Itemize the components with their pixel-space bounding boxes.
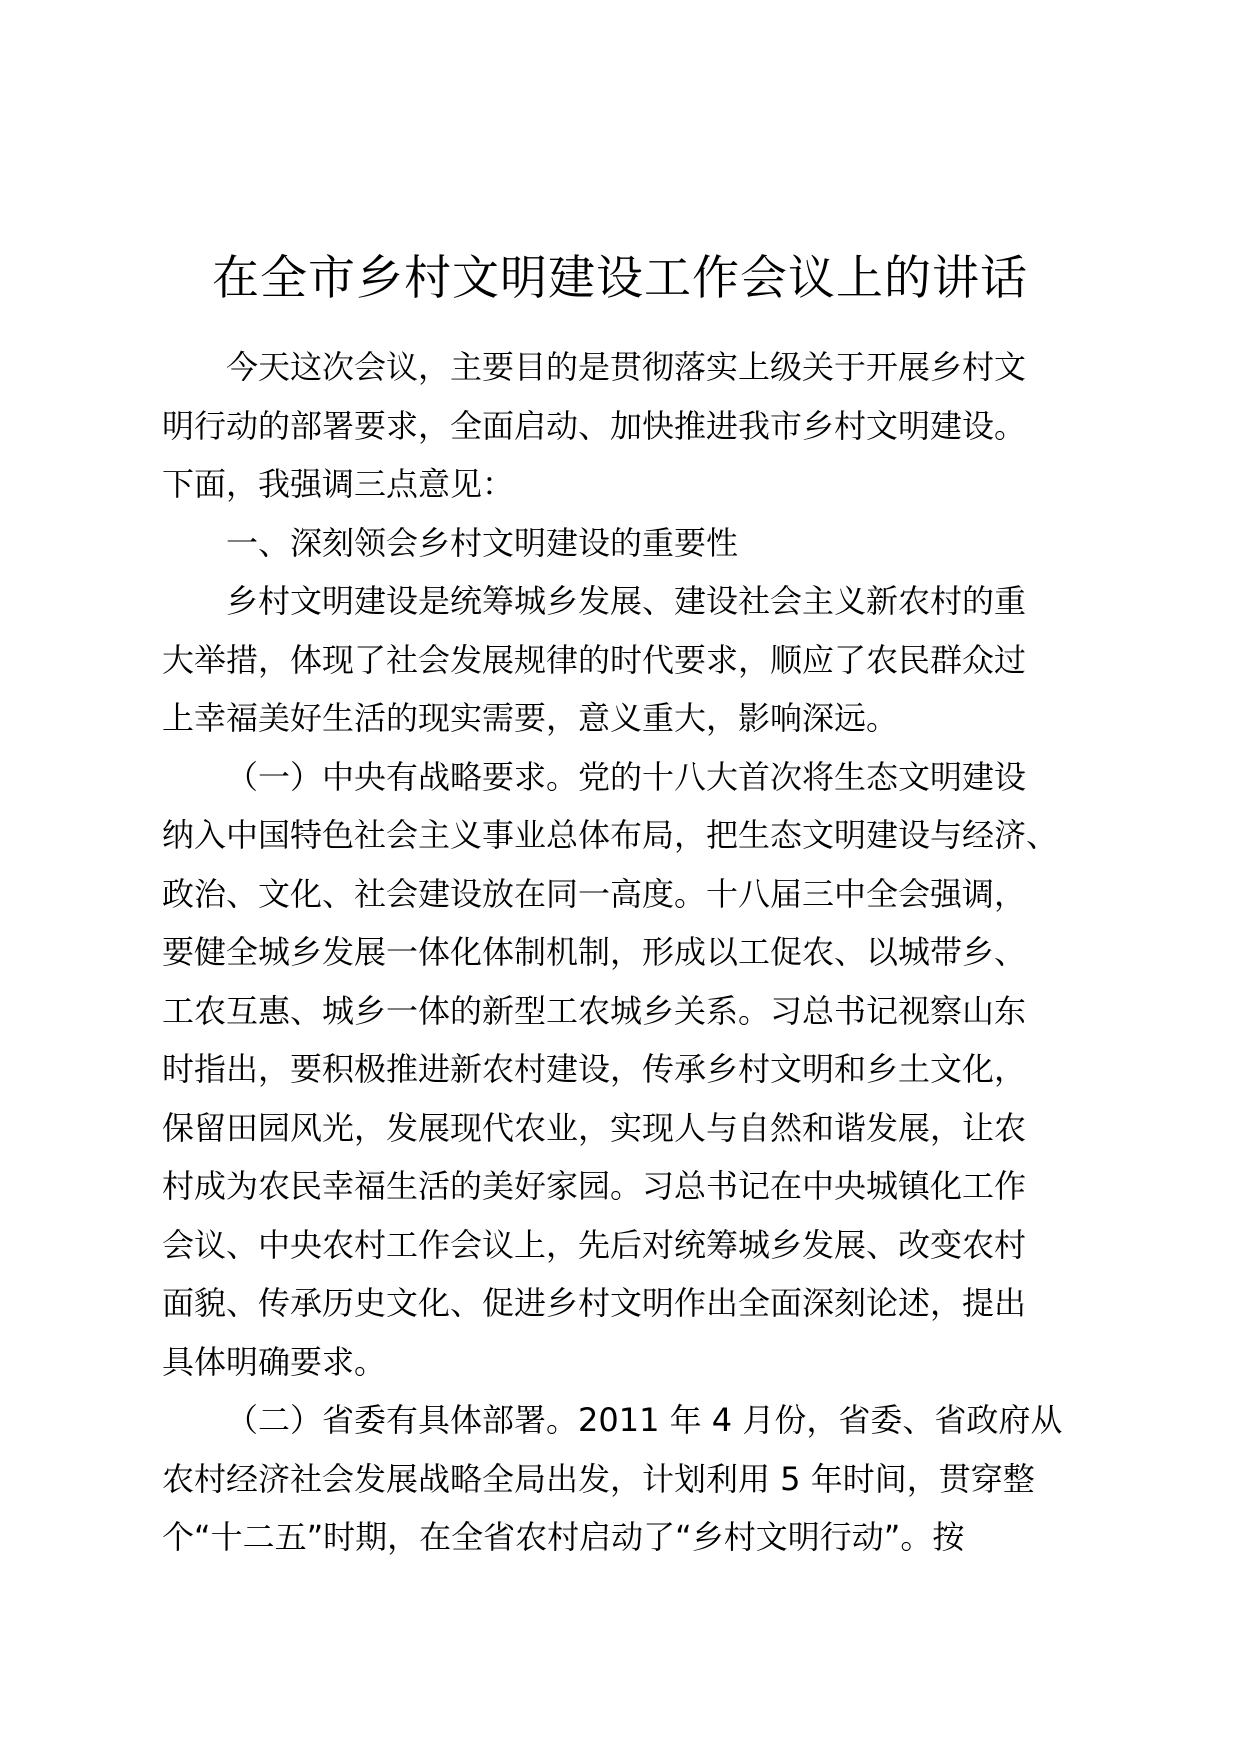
line-text: 村成为农民幸福生活的美好家园。习总书记在中央城镇化工作 — [162, 1167, 1027, 1205]
line-text: （二）省委有具体部署。2011 年 4 月份，省委、省政府从 — [226, 1401, 1063, 1439]
paragraph-line — [162, 1157, 1092, 1216]
line-text: 政治、文化、社会建设放在同一高度。十八届三中全会强调， — [162, 874, 1027, 913]
paragraph-line — [162, 514, 1092, 573]
paragraph-line — [162, 689, 1092, 748]
line-text: 时指出，要积极推进新农村建设，传承乡村文明和乡土文化， — [162, 1050, 1027, 1088]
line-text: 保留田园风光，发展现代农业，实现人与自然和谐发展，让农 — [162, 1108, 1027, 1147]
paragraph-line — [162, 1391, 1092, 1450]
paragraph-line — [162, 1216, 1092, 1275]
paragraph-line — [162, 338, 1092, 397]
line-text: 个“十二五”时期，在全省农村启动了“乡村文明行动”。按 — [162, 1518, 965, 1556]
document-title: 在全市乡村文明建设工作会议上的讲话 — [212, 251, 1028, 306]
line-text: 一、深刻领会乡村文明建设的重要性 — [226, 523, 739, 562]
line-text: 乡村文明建设是统筹城乡发展、建设社会主义新农村的重 — [226, 582, 1027, 620]
paragraph-line — [162, 1450, 1092, 1509]
line-text: 下面，我强调三点意见： — [162, 465, 515, 503]
line-text: 面貌、传承历史文化、促进乡村文明作出全面深刻论述，提出 — [162, 1284, 1027, 1322]
paragraph-line — [162, 397, 1092, 456]
paragraph-line — [162, 631, 1092, 690]
paragraph-line — [162, 748, 1092, 807]
paragraph-line — [162, 865, 1092, 924]
line-text: 工农互惠、城乡一体的新型工农城乡关系。习总书记视察山东 — [162, 991, 1027, 1030]
line-text: 具体明确要求。 — [162, 1342, 387, 1381]
line-text: 今天这次会议，主要目的是贯彻落实上级关于开展乡村文 — [226, 348, 1027, 386]
line-text: 纳入中国特色社会主义事业总体布局，把生态文明建设与经济、 — [162, 816, 1059, 854]
paragraph-line — [162, 1333, 1092, 1392]
paragraph-line — [162, 1508, 1092, 1567]
paragraph-line — [162, 1099, 1092, 1158]
line-text: 农村经济社会发展战略全局出发，计划利用 5 年时间，贯穿整 — [162, 1459, 1035, 1498]
paragraph-line — [162, 923, 1092, 982]
paragraph-line — [162, 1274, 1092, 1333]
line-text: 上幸福美好生活的现实需要，意义重大，影响深远。 — [162, 699, 899, 737]
line-text: 明行动的部署要求，全面启动、加快推进我市乡村文明建设。 — [162, 406, 1027, 445]
paragraph-line — [162, 806, 1092, 865]
line-text: 要健全城乡发展一体化体制机制，形成以工促农、以城带乡、 — [162, 933, 1027, 971]
document-body — [162, 338, 1092, 1567]
paragraph-line — [162, 572, 1092, 631]
line-text: （一）中央有战略要求。党的十八大首次将生态文明建设 — [226, 757, 1027, 796]
paragraph-line — [162, 1040, 1092, 1099]
paragraph-line — [162, 982, 1092, 1041]
line-text: 大举措，体现了社会发展规律的时代要求，顺应了农民群众过 — [162, 640, 1027, 679]
line-text: 会议、中央农村工作会议上，先后对统筹城乡发展、改变农村 — [162, 1225, 1027, 1264]
paragraph-line — [162, 455, 1092, 514]
